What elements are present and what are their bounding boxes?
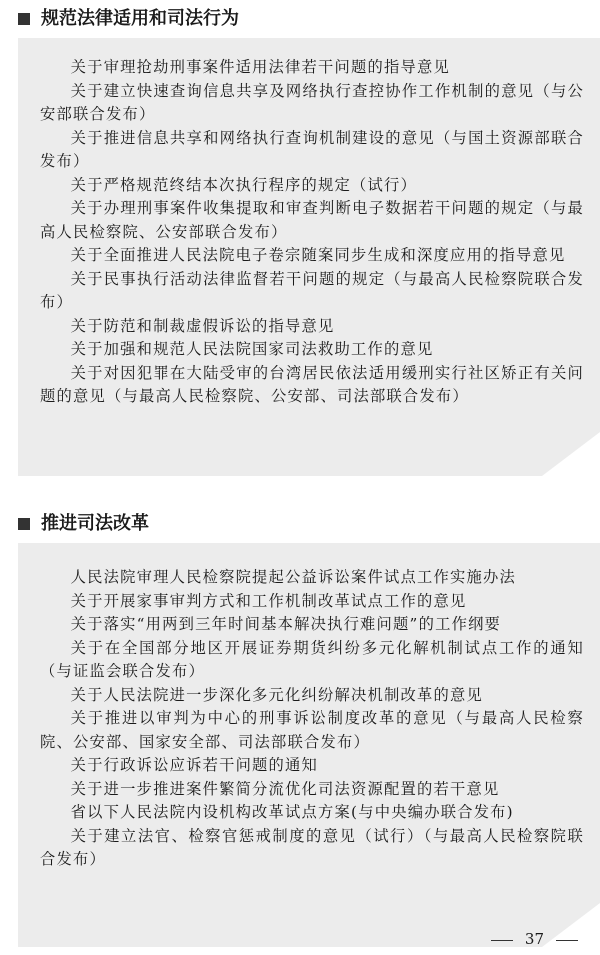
- list-item: 关于开展家事审判方式和工作机制改革试点工作的意见: [70, 591, 467, 610]
- list-item: 关于推进信息共享和网络执行查询机制建设的意见（与国土资源部联合发布）: [40, 128, 584, 170]
- page-number: 37: [524, 930, 544, 948]
- footer-dash-right: [556, 940, 578, 941]
- list-item: 关于全面推进人民法院电子卷宗随案同步生成和深度应用的指导意见: [70, 246, 566, 264]
- list-item: 关于审理抢劫刑事案件适用法律若干问题的指导意见: [70, 58, 451, 76]
- section-title: 推进司法改革: [41, 513, 149, 534]
- footer-dash-left: [491, 940, 513, 941]
- list-item: 关于进一步推进案件繁简分流优化司法资源配置的若干意见: [70, 779, 500, 798]
- list-item: 关于对因犯罪在大陆受审的台湾居民依法适用缓刑实行社区矫正有关问题的意见（与最高人民检察院、公安部、司法部联合发布）: [40, 363, 584, 405]
- list-item: 关于严格规范终结本次执行程序的规定（试行）: [70, 175, 418, 194]
- list-item: 省以下人民法院内设机构改革试点方案(与中央编办联合发布): [70, 803, 514, 821]
- list-item: 关于办理刑事案件收集提取和审查判断电子数据若干问题的规定（与最高人民检察院、公安部联合发布）: [40, 199, 584, 241]
- page-footer: [479, 930, 590, 948]
- section-header: [0, 505, 600, 543]
- document-list-panel: [18, 543, 600, 947]
- list-item: 关于加强和规范人民法院国家司法救助工作的意见: [70, 340, 434, 358]
- list-item: 关于建立法官、检察官惩戒制度的意见（试行）（与最高人民检察院联合发布）: [40, 826, 584, 868]
- document-list-panel: [18, 38, 600, 476]
- list-item: 关于落实“用两到三年时间基本解决执行难问题”的工作纲要: [70, 615, 502, 633]
- square-bullet-icon: [18, 518, 30, 530]
- list-item: 关于防范和制裁虚假诉讼的指导意见: [70, 316, 335, 335]
- section-header: [0, 0, 600, 38]
- section-judicial-reform: [0, 505, 600, 947]
- square-bullet-icon: [18, 13, 30, 25]
- document-list: [18, 56, 600, 409]
- list-item: 关于在全国部分地区开展证券期货纠纷多元化解机制试点工作的通知（与证监会联合发布）: [40, 638, 584, 680]
- section-judicial-conduct: [0, 0, 600, 476]
- list-item: 关于推进以审判为中心的刑事诉讼制度改革的意见（与最高人民检察院、公安部、国家安全部、司法部联合发布）: [40, 709, 584, 751]
- list-item: 关于行政诉讼应诉若干问题的通知: [70, 756, 319, 774]
- list-item: 关于民事执行活动法律监督若干问题的规定（与最高人民检察院联合发布）: [40, 269, 584, 311]
- list-item: 关于人民法院进一步深化多元化纠纷解决机制改革的意见: [70, 685, 484, 704]
- folded-corner-decoration: [542, 432, 600, 476]
- list-item: 人民法院审理人民检察院提起公益诉讼案件试点工作实施办法: [70, 568, 517, 586]
- section-title: 规范法律适用和司法行为: [41, 8, 239, 29]
- document-list: [18, 566, 600, 872]
- list-item: 关于建立快速查询信息共享及网络执行查控协作工作机制的意见（与公安部联合发布）: [40, 81, 584, 123]
